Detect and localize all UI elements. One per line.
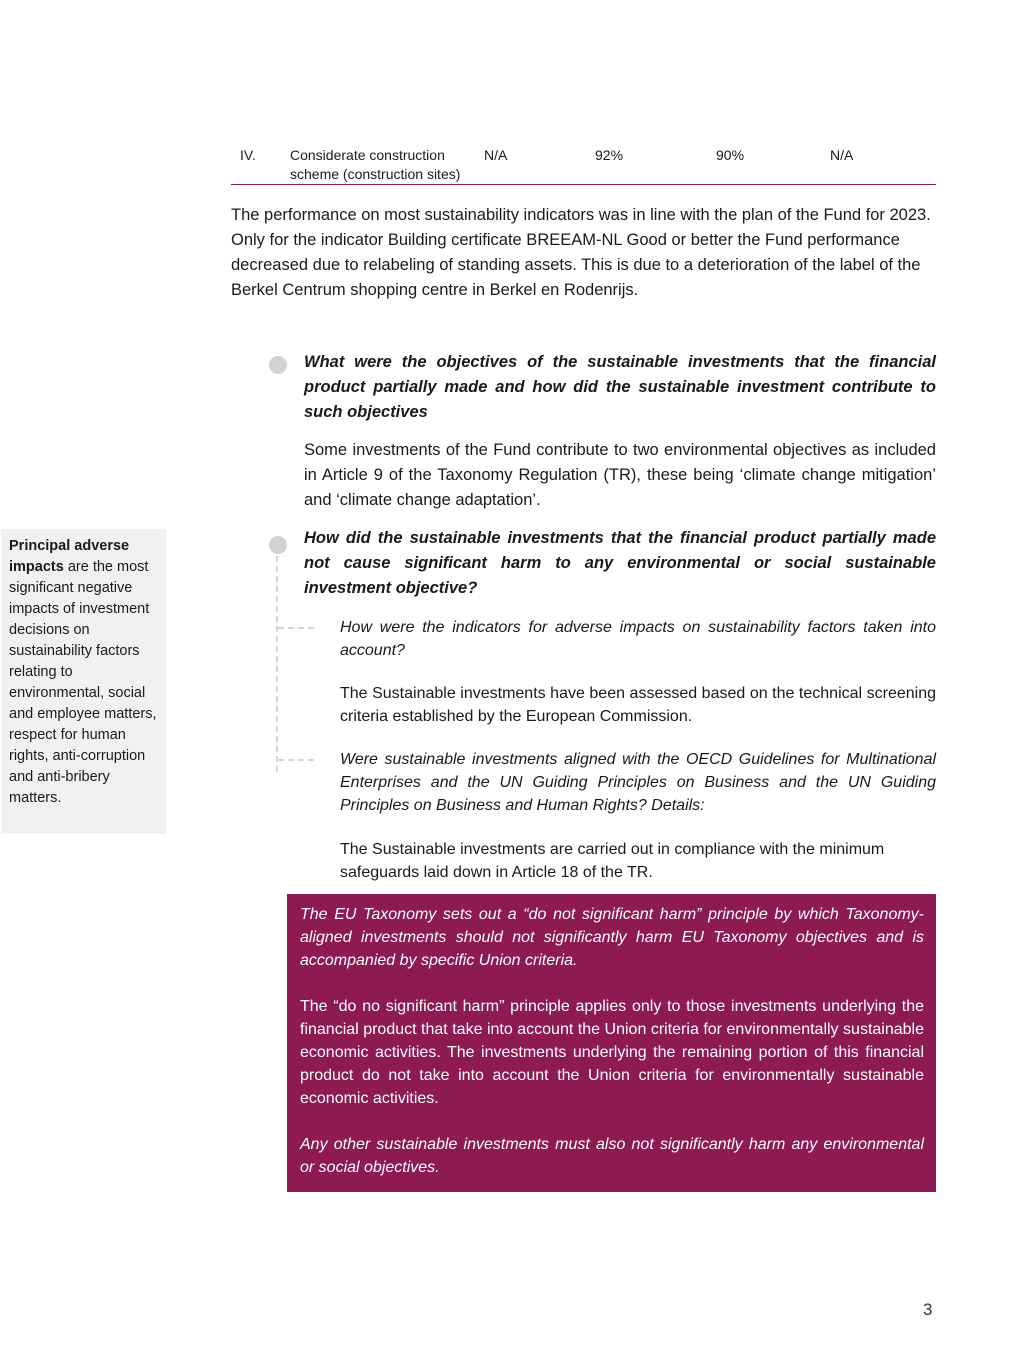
eu-box-paragraph-3: Any other sustainable investments must also not significantly harm any environmental or social objectives. [300,1136,924,1176]
sidebar-definition [1,529,166,834]
row-value-3: 90% [716,147,745,163]
eu-taxonomy-box [287,894,936,1192]
bullet-dot [269,356,287,374]
indicator-table-row [231,144,936,185]
answer-objectives: Some investments of the Fund contribute to two environmental objectives as included in Article 9 of the Taxonomy Regulation (TR), these being ‘climate change mitigation’ and ‘climate change adaptation’. [304,441,936,509]
connector-line [276,556,278,772]
performance-paragraph: The performance on most sustainability indicators was in line with the plan of the Fund for 2023. Only for the indicator Building certificate BREEAM-NL Good or better the Fund performance decreased due to relabeling of standing assets. This is due to a deterioration of the label of the Berkel Centrum shopping centre in Berkel en Rodenrijs. [231,206,931,299]
page-number: 3 [923,1300,933,1319]
connector-branch [278,627,314,629]
row-value-1: N/A [484,147,508,163]
eu-box-paragraph-1: The EU Taxonomy sets out a “do not significant harm” principle by which Taxonomy-aligned investments should not significantly harm EU Taxonomy objectives and is accompanied by specific Union criteria. [300,906,924,969]
subquestion-oecd: Were sustainable investments aligned with the OECD Guidelines for Multinational Enterprises and the UN Guiding Principles on Business and the UN Guiding Principles on Business and Human Rights? Details: [340,751,936,814]
connector-branch [278,759,314,761]
sidebar-definition-text: are the most significant negative impacts of investment decisions on sustainability factors relating to environmental, social and employee matters, respect for human rights, anti-corruption and anti-bribery matters. [9,559,157,806]
subquestion-adverse-impacts: How were the indicators for adverse impacts on sustainability factors taken into account? [340,619,936,659]
eu-box-paragraph-2: The “do no significant harm” principle applies only to those investments underlying the financial product that take into account the Union criteria for environmentally sustainable economic activities. The investments underlying the remaining portion of this financial product do not take into account the Union criteria for environmentally sustainable economic activities. [300,998,924,1107]
row-label: Considerate construction scheme (construction sites) [290,147,461,182]
answer-adverse-impacts: The Sustainable investments have been assessed based on the technical screening criteria established by the European Commission. [340,685,936,725]
bullet-dot [269,536,287,554]
row-number: IV. [240,147,256,163]
answer-oecd: The Sustainable investments are carried out in compliance with the minimum safeguards laid down in Article 18 of the TR. [340,841,885,881]
sidebar-term: Principal adverse impacts [9,538,130,575]
row-value-2: 92% [595,147,624,163]
row-value-4: N/A [830,147,854,163]
question-objectives: What were the objectives of the sustainable investments that the financial product partially made and how did the sustainable investment contribute to such objectives [304,353,936,421]
question-no-harm: How did the sustainable investments that the financial product partially made not cause significant harm to any environmental or social sustainable investment objective? [304,529,936,597]
